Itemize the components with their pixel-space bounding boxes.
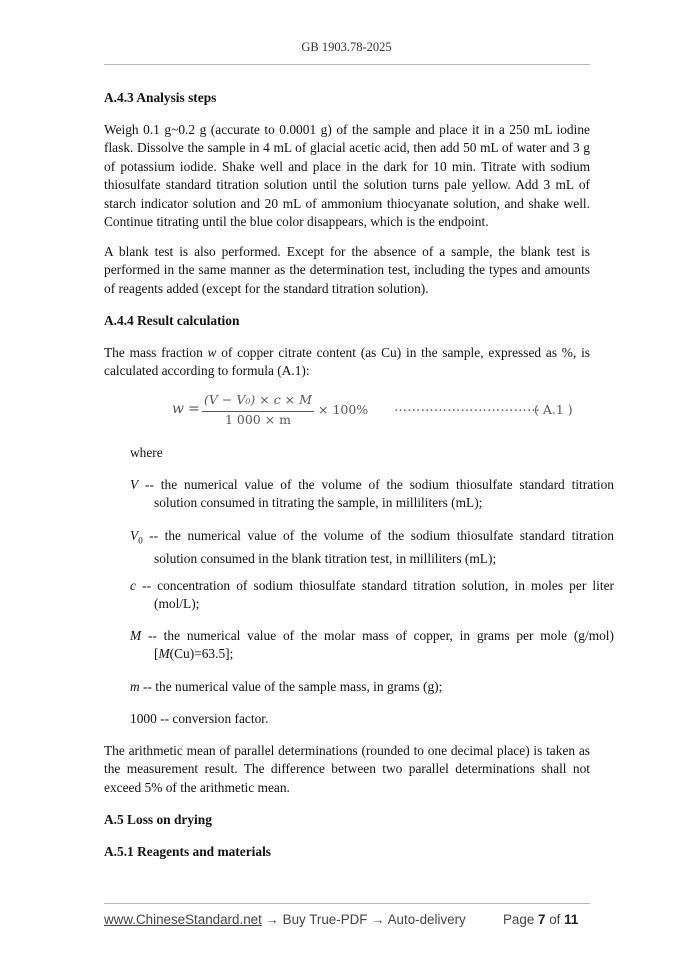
- formula-leader-dots: ……………………………: [394, 400, 541, 415]
- variable-definition: c -- concentration of sodium thiosulfate standard titration solution, in moles per liter (mol/L);: [130, 578, 614, 612]
- header-rule: [104, 64, 590, 65]
- variable-definition: V -- the numerical value of the volume of the sodium thiosulfate standard titration solution consumed in titrating the sample, in milliliters (mL);: [130, 477, 614, 511]
- page-indicator: Page 7 of 11: [503, 912, 579, 927]
- footer-rule: [104, 903, 590, 904]
- footer-links: www.ChineseStandard.net → Buy True-PDF → Auto-delivery: [104, 912, 466, 927]
- variable-definition: M -- the numerical value of the molar mass of copper, in grams per mole (g/mol) [M(Cu)=63.5];: [130, 628, 614, 662]
- section-heading-a51: A.5.1 Reagents and materials: [104, 844, 271, 859]
- auto-delivery-text: Auto-delivery: [387, 912, 466, 927]
- formula-number: ( A.1 ): [534, 402, 573, 417]
- section-heading-a5: A.5 Loss on drying: [104, 812, 212, 827]
- formula-lhs: w: [172, 401, 184, 417]
- chinesestandard-link[interactable]: www.ChineseStandard.net: [104, 912, 262, 927]
- conversion-factor: 1000 -- conversion factor.: [130, 711, 269, 726]
- formula-equals: =: [188, 401, 200, 417]
- formula-numerator: (V − V₀) × c × M: [204, 392, 312, 407]
- variable-definition: m -- the numerical value of the sample mass, in grams (g);: [130, 679, 443, 694]
- buy-true-pdf-link[interactable]: Buy True-PDF: [282, 912, 368, 927]
- paragraph-formula-intro: The mass fraction w of copper citrate content (as Cu) in the sample, expressed as %, is calculated according to formula (A.1):: [104, 345, 590, 379]
- paragraph-arithmetic-mean: The arithmetic mean of parallel determinations (rounded to one decimal place) is taken as the measurement result. The difference between two parallel determinations shall not exceed 5% of the arithmetic mean.: [104, 743, 590, 795]
- paragraph-analysis-steps: Weigh 0.1 g~0.2 g (accurate to 0.0001 g) of the sample and place it in a 250 mL iodine flask. Dissolve the sample in 4 mL of glacial acetic acid, then add 50 mL of water and 3 g of potassium iodide. Shake well and place in the dark for 10 min. Titrate with sodium thiosulfate standard titration solution until the solution turns pale yellow. Add 3 mL of starch indicator solution and 20 mL of ammonium thiocyanate solution, and shake well. Continue titrating until the blue color disappears, which is the endpoint.: [104, 122, 590, 230]
- page-total: 11: [564, 912, 579, 927]
- section-heading-a43: A.4.3 Analysis steps: [104, 90, 217, 105]
- paragraph-blank-test: A blank test is also performed. Except for the absence of a sample, the blank test is performed in the same manner as the determination test, including the types and amounts of reagents added (except for the standard titration solution).: [104, 244, 590, 296]
- formula-multiplier: × 100%: [318, 402, 369, 417]
- where-label: where: [130, 445, 163, 460]
- variable-definition: $V_0$ -- the numerical value of the volume of the sodium thiosulfate standard titration solution consumed in the blank titration test, in milliliters (mL);: [130, 528, 614, 567]
- page-number: 7: [538, 912, 546, 927]
- running-header: GB 1903.78-2025: [301, 40, 392, 54]
- formula-denominator: 1 000 × m: [224, 412, 292, 427]
- section-heading-a44: A.4.4 Result calculation: [104, 313, 240, 328]
- variable-w: w: [207, 345, 217, 360]
- formula-a1: [172, 392, 592, 428]
